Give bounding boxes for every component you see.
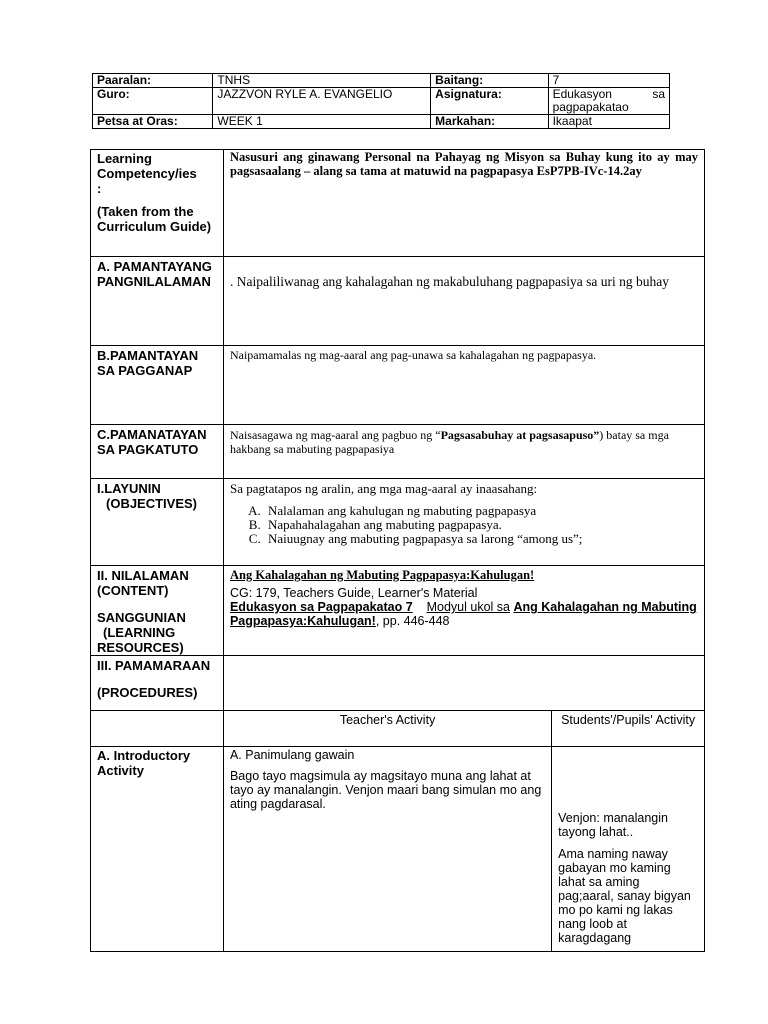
pamamaraan-label-cell bbox=[91, 656, 224, 711]
pagkatuto-text-bold: Pagsasabuhay at pagsasapuso” bbox=[440, 428, 600, 442]
objective-item: A. Nalalaman ang kahulugan ng mabuting pagpapasya bbox=[264, 504, 698, 518]
guro-label: Guro: bbox=[93, 88, 213, 115]
reference-pages: , pp. 446-448 bbox=[375, 614, 450, 628]
reference-module-title: Ang Kahalagahan ng Mabuting Pagpapasya:Kahulugan! bbox=[229, 600, 697, 628]
teacher-activity-text: Bago tayo magsimula ay magsitayo muna ang lahat at tayo ay manalangin. Venjon maari bang simulan mo ang ating pagdarasal. bbox=[229, 769, 542, 811]
pamantayang-pangnilalaman-label: A. PAMANTAYANG PANGNILALAMAN bbox=[97, 259, 212, 289]
pamantayan-sa-pagganap-text: Naipamamalas ng mag-aaral ang pag-unawa sa kahalagahan ng pagpapasya. bbox=[229, 348, 597, 362]
baitang-label: Baitang: bbox=[431, 74, 548, 88]
baitang-value: 7 bbox=[548, 74, 669, 88]
sanggunian-label: SANGGUNIAN bbox=[97, 610, 186, 625]
learning-resources-label: (LEARNING RESOURCES) bbox=[97, 625, 184, 655]
pagkatuto-text-end: ) batay sa mga hakbang sa mabuting pagpapasiya bbox=[229, 428, 669, 456]
asignatura-value bbox=[548, 88, 669, 115]
pamantayan-sa-pagganap-text-cell bbox=[223, 346, 704, 425]
header-table bbox=[92, 73, 670, 129]
reference-book: Edukasyon sa Pagpapakatao 7 bbox=[229, 600, 413, 614]
panimulang-gawain-title: A. Panimulang gawain bbox=[229, 748, 355, 762]
nilalaman-label: II. NILALAMAN (CONTENT) bbox=[97, 568, 189, 598]
guro-value: JAZZVON RYLE A. EVANGELIO bbox=[213, 88, 431, 115]
objectives-label: (OBJECTIVES) bbox=[106, 496, 198, 511]
pagkatuto-text bbox=[230, 428, 698, 456]
competency-label: Learning Competency/ies bbox=[97, 151, 197, 181]
petsa-value: WEEK 1 bbox=[213, 115, 431, 129]
teacher-activity-header: Teacher's Activity bbox=[223, 711, 551, 747]
objective-item: B. Napahahalagahan ang mabuting pagpapasya. bbox=[264, 518, 698, 532]
paaralan-label: Paaralan: bbox=[93, 74, 213, 88]
pamantayan-sa-pagganap-label-cell bbox=[91, 346, 224, 425]
markahan-label: Markahan: bbox=[431, 115, 548, 129]
competency-text: Nasusuri ang ginawang Personal na Pahayag ng Misyon sa Buhay kung ito ay may pagsasaalang – alang sa tama at matuwid na pagpapasya EsP7PB-IVc-14.2ay bbox=[229, 150, 698, 178]
asignatura-word-2: sa bbox=[652, 87, 665, 101]
competency-source-note: (Taken from the Curriculum Guide) bbox=[97, 204, 212, 234]
petsa-label: Petsa at Oras: bbox=[93, 115, 213, 129]
pamamaraan-empty-cell bbox=[223, 656, 704, 711]
student-activity-header: Students'/Pupils' Activity bbox=[552, 711, 705, 747]
pamantayang-pangnilalaman-text-cell bbox=[223, 257, 704, 346]
student-response-2: Ama naming naway gabayan mo kaming lahat sa aming pag;aaral, sanay bigyan mo po kami ng lakas nang loob at karagdagang bbox=[558, 847, 691, 945]
asignatura-label: Asignatura: bbox=[431, 88, 548, 115]
introductory-label: A. Introductory Activity bbox=[97, 748, 191, 778]
layunin-label: I.LAYUNIN bbox=[97, 481, 161, 496]
activity-header-blank bbox=[91, 711, 224, 747]
markahan-value: Ikaapat bbox=[548, 115, 669, 129]
pamantayang-pangnilalaman-text: . Naipaliliwanag ang kahalagahan ng makabuluhang pagpapasiya sa uri ng buhay bbox=[229, 274, 669, 289]
paaralan-value: TNHS bbox=[213, 74, 431, 88]
competency-text-cell bbox=[223, 150, 704, 257]
asignatura-word-3: pagpapakatao bbox=[552, 100, 629, 114]
layunin-label-cell bbox=[91, 479, 224, 566]
pamamaraan-label: III. PAMAMARAAN bbox=[97, 658, 211, 673]
nilalaman-title: Ang Kahalagahan ng Mabuting Pagpapasya:Kahulugan! bbox=[229, 568, 535, 582]
objective-item: C. Naiuugnay ang mabuting pagpapasya sa larong “among us”; bbox=[264, 532, 698, 546]
competency-label-cell bbox=[91, 150, 224, 257]
objectives-list bbox=[230, 504, 698, 546]
layunin-intro: Sa pagtatapos ng aralin, ang mga mag-aaral ay inaasahang: bbox=[229, 481, 538, 496]
asignatura-word-1: Edukasyon bbox=[552, 87, 612, 101]
reference-module: Modyul ukol sa bbox=[426, 600, 510, 614]
student-activity-cell bbox=[552, 747, 705, 952]
pagkatuto-label: C.PAMANATAYAN SA PAGKATUTO bbox=[97, 427, 207, 457]
pamantayang-pangnilalaman-label-cell bbox=[91, 257, 224, 346]
introductory-label-cell bbox=[91, 747, 224, 952]
pagkatuto-text-cell bbox=[223, 425, 704, 479]
layunin-text-cell bbox=[223, 479, 704, 566]
nilalaman-label-cell bbox=[91, 566, 224, 656]
teacher-activity-cell bbox=[223, 747, 551, 952]
pamantayan-sa-pagganap-label: B.PAMANTAYAN SA PAGGANAP bbox=[97, 348, 199, 378]
lesson-plan-table bbox=[90, 149, 705, 952]
student-response-1: Venjon: manalangin tayong lahat.. bbox=[558, 811, 668, 839]
pagkatuto-text-start: Naisasagawa ng mag-aaral ang pagbuo ng “ bbox=[229, 428, 441, 442]
competency-colon: : bbox=[97, 181, 102, 196]
cg-reference: CG: 179, Teachers Guide, Learner's Material bbox=[229, 586, 478, 600]
reference-text bbox=[230, 600, 698, 628]
procedures-label: (PROCEDURES) bbox=[97, 685, 198, 700]
pagkatuto-label-cell bbox=[91, 425, 224, 479]
nilalaman-text-cell bbox=[223, 566, 704, 656]
